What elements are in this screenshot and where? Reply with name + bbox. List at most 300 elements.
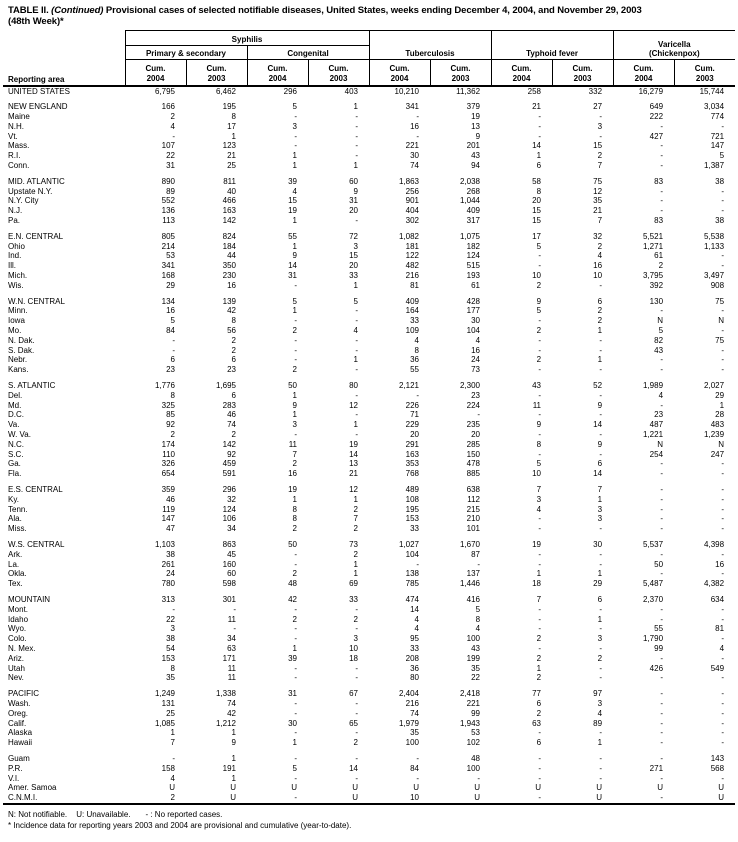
value-cell: 3 xyxy=(536,494,542,504)
value-cell: 171 xyxy=(222,653,236,663)
value-cell: 478 xyxy=(466,459,481,469)
value-cell: 50 xyxy=(288,381,297,391)
value-cell: 230 xyxy=(222,271,236,281)
row-label: Ala. xyxy=(8,514,22,524)
value-cell: 142 xyxy=(222,216,236,226)
value-cell: 9 xyxy=(536,296,542,306)
value-cell: 12 xyxy=(593,186,603,196)
value-cell: 201 xyxy=(466,141,481,151)
value-cell: 92 xyxy=(227,449,236,459)
value-cell: 5 xyxy=(536,241,542,251)
value-cell: - xyxy=(294,335,297,345)
table-row xyxy=(3,242,735,252)
value-cell: - xyxy=(721,484,725,494)
value-cell: 100 xyxy=(466,763,481,773)
value-cell: 8 xyxy=(536,186,542,196)
value-cell: 38 xyxy=(166,549,175,559)
value-cell: 1 xyxy=(292,161,297,171)
value-cell: 2 xyxy=(292,365,297,375)
value-cell: 247 xyxy=(710,449,725,459)
value-cell: - xyxy=(721,459,725,469)
value-cell: 1 xyxy=(597,614,603,624)
value-cell: 43 xyxy=(471,151,481,161)
table-row xyxy=(3,346,735,356)
value-cell: 1,221 xyxy=(643,430,664,439)
value-cell: 19 xyxy=(288,484,297,494)
row-label: UNITED STATES xyxy=(8,86,70,96)
value-cell: 5,537 xyxy=(643,539,664,549)
value-cell: 47 xyxy=(166,524,175,534)
row-label: La. xyxy=(8,559,20,569)
value-cell: 14 xyxy=(349,763,358,773)
value-cell: 53 xyxy=(166,251,175,261)
value-cell: 60 xyxy=(349,176,358,186)
value-cell: 8 xyxy=(536,439,542,449)
value-cell: - xyxy=(247,793,308,804)
value-cell: 30 xyxy=(410,151,419,161)
value-cell: 256 xyxy=(405,186,419,196)
value-cell: 94 xyxy=(471,161,481,171)
value-cell: 2 xyxy=(536,653,542,663)
row-label: Calif. xyxy=(8,718,27,728)
table-row xyxy=(3,232,735,242)
value-cell: - xyxy=(355,430,358,439)
value-cell: 20 xyxy=(471,430,481,439)
value-cell: 19 xyxy=(288,206,297,216)
col-group-tuberculosis: Tuberculosis xyxy=(369,31,491,60)
value-cell: - xyxy=(416,753,419,763)
value-cell: 2,370 xyxy=(643,594,664,604)
value-cell: 1 xyxy=(353,420,358,430)
value-cell: 271 xyxy=(649,763,664,773)
value-cell: 302 xyxy=(405,216,419,226)
value-cell: - xyxy=(613,793,674,804)
value-cell: - xyxy=(599,753,603,763)
value-cell: - xyxy=(721,698,725,708)
value-cell: 6 xyxy=(231,390,236,400)
value-cell: 2 xyxy=(292,524,297,534)
value-cell: 21 xyxy=(593,206,603,216)
col-header-cum-2003: Cum. 2003 xyxy=(552,60,613,86)
value-cell: 52 xyxy=(593,381,603,391)
table-row xyxy=(3,430,735,440)
value-cell: U xyxy=(657,783,664,793)
row-label: Nebr. xyxy=(8,355,28,365)
value-cell: - xyxy=(660,549,664,559)
value-cell: 15 xyxy=(288,196,297,206)
value-cell: 5 xyxy=(536,306,542,316)
value-cell: - xyxy=(721,251,725,261)
table-row xyxy=(3,738,735,748)
value-cell: 136 xyxy=(161,206,175,216)
table-row xyxy=(3,469,735,479)
value-cell: - xyxy=(660,689,664,699)
value-cell: - xyxy=(660,151,664,161)
value-cell: 216 xyxy=(405,271,419,281)
value-cell: - xyxy=(599,728,603,738)
value-cell: 1,044 xyxy=(459,196,481,206)
value-cell: - xyxy=(172,131,175,141)
value-cell: 84 xyxy=(166,326,175,336)
value-cell: 11 xyxy=(227,614,236,624)
value-cell: 221 xyxy=(405,141,419,151)
value-cell: 2 xyxy=(597,306,603,316)
value-cell: - xyxy=(660,504,664,514)
value-cell: - xyxy=(355,624,358,634)
value-cell: - xyxy=(416,390,419,400)
table-row xyxy=(3,216,735,226)
value-cell: 46 xyxy=(227,410,236,420)
value-cell: 1 xyxy=(536,663,542,673)
value-cell: U xyxy=(413,783,419,793)
value-cell: 9 xyxy=(597,439,603,449)
row-label: Mo. xyxy=(8,326,22,336)
value-cell: 193 xyxy=(466,271,481,281)
value-cell: - xyxy=(355,365,358,375)
value-cell: - xyxy=(660,365,664,375)
row-label: Ohio xyxy=(8,241,25,251)
value-cell: 15 xyxy=(593,141,603,151)
value-cell: 107 xyxy=(161,141,175,151)
col-header-cum-2004: Cum. 2004 xyxy=(247,60,308,86)
value-cell: 29 xyxy=(593,579,603,589)
col-subgroup-primary-secondary: Primary & secondary xyxy=(125,46,247,60)
value-cell: 10 xyxy=(532,469,542,479)
value-cell: 4 xyxy=(597,251,603,261)
table-row xyxy=(3,261,735,271)
value-cell: 2 xyxy=(353,614,358,624)
value-cell: N xyxy=(718,316,725,326)
value-cell: 1,943 xyxy=(459,718,481,728)
value-cell: - xyxy=(294,773,297,783)
value-cell: 2 xyxy=(597,653,603,663)
value-cell: 5 xyxy=(719,151,725,161)
value-cell: U xyxy=(552,793,613,804)
value-cell: - xyxy=(721,634,725,644)
value-cell: 2 xyxy=(170,430,175,439)
row-label: Oreg. xyxy=(8,708,29,718)
value-cell: 5,521 xyxy=(643,231,664,241)
value-cell: 101 xyxy=(466,524,481,534)
value-cell: 33 xyxy=(349,594,358,604)
value-cell: 35 xyxy=(593,196,603,206)
row-label: Ky. xyxy=(8,494,19,504)
col-header-cum-2003: Cum. 2003 xyxy=(186,60,247,86)
value-cell: 483 xyxy=(710,420,725,430)
value-cell: 774 xyxy=(710,112,725,122)
value-cell: - xyxy=(721,673,725,683)
value-cell: 1,776 xyxy=(154,381,175,391)
value-cell: 1,103 xyxy=(154,539,175,549)
value-cell: U xyxy=(169,783,175,793)
value-cell: 1,085 xyxy=(154,718,175,728)
value-cell: - xyxy=(294,708,297,718)
value-cell: U xyxy=(291,783,297,793)
value-cell: - xyxy=(477,559,481,569)
value-cell: 3 xyxy=(597,634,603,644)
value-cell: 6 xyxy=(170,355,175,365)
value-cell: - xyxy=(294,698,297,708)
value-cell: 283 xyxy=(222,400,236,410)
value-cell: 99 xyxy=(471,708,481,718)
value-cell: - xyxy=(538,728,542,738)
value-cell: 5,487 xyxy=(643,579,664,589)
value-cell: 10 xyxy=(369,793,430,804)
value-cell: 80 xyxy=(349,381,358,391)
value-cell: 1,212 xyxy=(215,718,236,728)
value-cell: - xyxy=(355,390,358,400)
value-cell: 296 xyxy=(283,86,297,96)
value-cell: 19 xyxy=(471,112,481,122)
value-cell: 24 xyxy=(166,569,175,579)
value-cell: 67 xyxy=(349,689,358,699)
value-cell: - xyxy=(599,643,603,653)
value-cell: 84 xyxy=(410,763,419,773)
value-cell: 1 xyxy=(353,494,358,504)
value-cell: 7 xyxy=(292,449,297,459)
value-cell: 74 xyxy=(410,161,419,171)
value-cell: 2,121 xyxy=(398,381,419,391)
value-cell: 31 xyxy=(166,161,175,171)
table-row xyxy=(3,420,735,430)
value-cell: 17 xyxy=(532,231,542,241)
value-cell: 341 xyxy=(405,102,419,112)
value-cell: 6 xyxy=(597,594,603,604)
value-cell: - xyxy=(660,753,664,763)
value-cell: 158 xyxy=(161,763,175,773)
value-cell: 43 xyxy=(654,345,664,355)
value-cell: 2 xyxy=(125,793,186,804)
row-label: Ariz. xyxy=(8,653,24,663)
value-cell: 14 xyxy=(593,469,603,479)
value-cell: 3 xyxy=(597,121,603,131)
value-cell: 7 xyxy=(170,738,175,748)
table-row xyxy=(3,524,735,534)
value-cell: 69 xyxy=(349,579,358,589)
value-cell: 890 xyxy=(161,176,175,186)
value-cell: 109 xyxy=(405,326,419,336)
value-cell: 54 xyxy=(166,643,175,653)
value-cell: - xyxy=(538,251,542,261)
value-cell: 18 xyxy=(349,653,358,663)
value-cell: 191 xyxy=(222,763,236,773)
value-cell: - xyxy=(660,306,664,316)
value-cell: 5,538 xyxy=(704,231,725,241)
value-cell: - xyxy=(660,653,664,663)
col-group-varicella xyxy=(613,31,735,60)
value-cell: 1 xyxy=(292,151,297,161)
value-cell: 31 xyxy=(288,271,297,281)
value-cell: - xyxy=(660,514,664,524)
value-cell: 13 xyxy=(471,121,481,131)
value-cell: 34 xyxy=(227,634,236,644)
value-cell: - xyxy=(538,624,542,634)
value-cell: 74 xyxy=(227,698,236,708)
value-cell: 1 xyxy=(597,569,603,579)
value-cell: - xyxy=(538,261,542,271)
value-cell: 3,034 xyxy=(704,102,725,112)
value-cell: - xyxy=(660,614,664,624)
row-label: Tenn. xyxy=(8,504,28,514)
table-row xyxy=(3,699,735,709)
value-cell: 50 xyxy=(288,539,297,549)
value-cell: 40 xyxy=(227,186,236,196)
value-cell: 1,670 xyxy=(459,539,481,549)
value-cell: 138 xyxy=(405,569,419,579)
value-cell: 160 xyxy=(222,559,236,569)
value-cell: U xyxy=(596,783,603,793)
col-header-cum-2004: Cum. 2004 xyxy=(125,60,186,86)
value-cell: - xyxy=(599,673,603,683)
value-cell: - xyxy=(294,430,297,439)
table-row xyxy=(3,793,735,804)
value-cell: 168 xyxy=(161,271,175,281)
row-label: Miss. xyxy=(8,524,27,534)
value-cell: 908 xyxy=(710,280,725,290)
value-cell: 10 xyxy=(593,271,603,281)
value-cell: 6 xyxy=(597,296,603,306)
value-cell: 106 xyxy=(222,514,236,524)
value-cell: 73 xyxy=(471,365,481,375)
value-cell: 21 xyxy=(349,469,358,479)
col-header-cum-2004: Cum. 2004 xyxy=(491,60,552,86)
value-cell: 1 xyxy=(231,131,236,141)
value-cell: - xyxy=(538,131,542,141)
value-cell: 18 xyxy=(532,579,542,589)
table-row xyxy=(3,505,735,515)
value-cell: - xyxy=(538,643,542,653)
value-cell: 16 xyxy=(166,306,175,316)
value-cell: 147 xyxy=(710,141,725,151)
value-cell: - xyxy=(721,728,725,738)
row-label: Utah xyxy=(8,663,25,673)
value-cell: - xyxy=(721,326,725,336)
value-cell: 8 xyxy=(292,504,297,514)
value-cell: 75 xyxy=(593,176,603,186)
table-row xyxy=(3,271,735,281)
value-cell: 16 xyxy=(227,280,236,290)
value-cell: 48 xyxy=(288,579,297,589)
value-cell: 11,362 xyxy=(456,86,481,96)
value-cell: 16,279 xyxy=(638,86,664,96)
value-cell: 14 xyxy=(410,604,419,614)
value-cell: - xyxy=(660,604,664,614)
value-cell: 131 xyxy=(161,698,175,708)
value-cell: 1 xyxy=(353,161,358,171)
row-label: P.R. xyxy=(8,763,23,773)
value-cell: 489 xyxy=(405,484,419,494)
row-label: Upstate N.Y. xyxy=(8,186,53,196)
value-cell: - xyxy=(599,559,603,569)
table-header xyxy=(3,31,735,86)
row-label: Ill. xyxy=(8,261,16,271)
value-cell: - xyxy=(355,708,358,718)
table-row xyxy=(3,595,735,605)
value-cell: - xyxy=(294,604,297,614)
value-cell: - xyxy=(355,698,358,708)
value-cell: 210 xyxy=(466,514,481,524)
value-cell: 3 xyxy=(292,420,297,430)
value-cell: 31 xyxy=(288,689,297,699)
value-cell: 4 xyxy=(658,390,664,400)
value-cell: 46 xyxy=(166,494,175,504)
value-cell: - xyxy=(660,186,664,196)
value-cell: - xyxy=(294,280,297,290)
value-cell: - xyxy=(538,763,542,773)
value-cell: - xyxy=(294,663,297,673)
value-cell: 2,038 xyxy=(459,176,481,186)
value-cell: - xyxy=(294,345,297,355)
row-label: N.J. xyxy=(8,206,23,216)
value-cell: U xyxy=(535,783,542,793)
value-cell: - xyxy=(721,121,725,131)
value-cell: - xyxy=(538,773,542,783)
value-cell: 38 xyxy=(715,176,725,186)
value-cell: 2,404 xyxy=(398,689,419,699)
row-label: S. ATLANTIC xyxy=(8,381,56,391)
value-cell: 110 xyxy=(162,449,175,459)
value-cell: 416 xyxy=(466,594,481,604)
row-label: Ark. xyxy=(8,549,23,559)
value-cell: - xyxy=(538,753,542,763)
row-label: Wash. xyxy=(8,698,31,708)
row-label: Hawaii xyxy=(8,738,33,748)
value-cell: - xyxy=(538,514,542,524)
value-cell: 824 xyxy=(222,231,236,241)
row-label: Maine xyxy=(8,112,30,122)
value-cell: 113 xyxy=(162,216,175,226)
value-cell: - xyxy=(538,335,542,345)
row-label: D.C. xyxy=(8,410,24,420)
value-cell: 1 xyxy=(597,355,603,365)
value-cell: 482 xyxy=(405,261,419,271)
value-cell: 15 xyxy=(532,216,542,226)
value-cell: 3,795 xyxy=(643,271,664,281)
value-cell: 14 xyxy=(349,449,358,459)
value-cell: 1 xyxy=(536,569,542,579)
value-cell: 23 xyxy=(654,410,664,420)
value-cell: - xyxy=(294,355,297,365)
value-cell: 3 xyxy=(597,514,603,524)
value-cell: - xyxy=(416,559,419,569)
value-cell: 32 xyxy=(593,231,603,241)
value-cell: 6 xyxy=(597,459,603,469)
value-cell: - xyxy=(660,121,664,131)
value-cell: - xyxy=(721,469,725,479)
row-label: C.N.M.I. xyxy=(3,793,125,804)
value-cell: - xyxy=(721,186,725,196)
value-cell: - xyxy=(660,773,664,783)
value-cell: 63 xyxy=(227,643,236,653)
value-cell: 428 xyxy=(466,296,481,306)
value-cell: 55 xyxy=(288,231,297,241)
value-cell: 8 xyxy=(475,614,481,624)
value-cell: 2 xyxy=(353,549,358,559)
value-cell: - xyxy=(599,365,603,375)
table-row xyxy=(3,141,735,151)
col-header-cum-2003: Cum. 2003 xyxy=(308,60,369,86)
value-cell: - xyxy=(599,112,603,122)
value-cell: - xyxy=(355,345,358,355)
value-cell: 459 xyxy=(222,459,236,469)
value-cell: 2 xyxy=(292,614,297,624)
row-label: Ind. xyxy=(8,251,22,261)
value-cell: 53 xyxy=(471,728,481,738)
row-label: Ga. xyxy=(8,459,21,469)
value-cell: 379 xyxy=(466,102,481,112)
value-cell: - xyxy=(721,355,725,365)
table-row xyxy=(3,112,735,122)
